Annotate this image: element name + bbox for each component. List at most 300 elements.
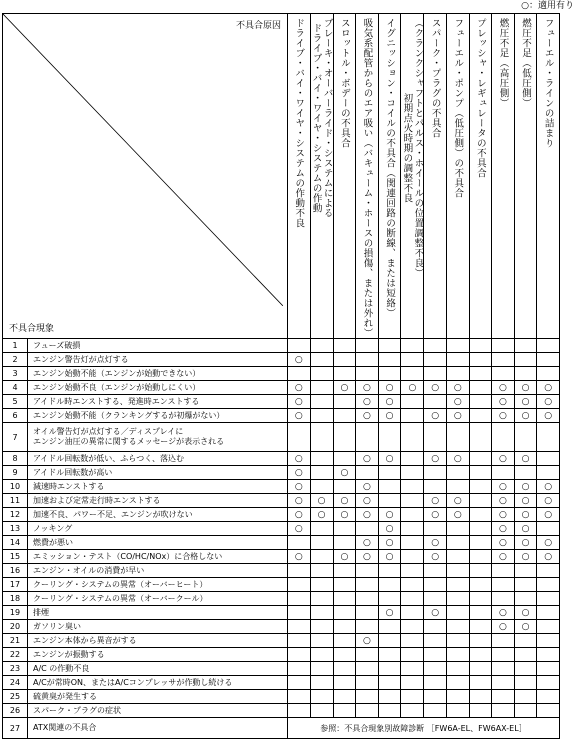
- table-row: [3, 381, 560, 395]
- mark-cell: [401, 592, 424, 606]
- mark-cell: [446, 550, 469, 564]
- mark-cell: [469, 480, 492, 494]
- applicable-mark: ○: [356, 480, 379, 494]
- applicable-mark: ○: [492, 550, 515, 564]
- mark-cell: [446, 592, 469, 606]
- applicable-mark: ○: [424, 452, 447, 466]
- applicable-mark: ○: [446, 452, 469, 466]
- legend: ○：適用有り: [521, 1, 574, 11]
- row-number: 11: [3, 494, 28, 508]
- applicable-mark: ○: [537, 381, 560, 395]
- mark-cell: [424, 522, 447, 536]
- mark-cell: [537, 634, 560, 648]
- table-row-atx: [3, 718, 560, 739]
- symptom-cell: 硫黄臭が発生する: [28, 690, 288, 704]
- applicable-mark: ○: [514, 480, 537, 494]
- applicable-mark: ○: [288, 409, 311, 423]
- applicable-mark: ○: [446, 409, 469, 423]
- mark-cell: [310, 423, 333, 452]
- mark-cell: [378, 634, 401, 648]
- applicable-mark: ○: [288, 466, 311, 480]
- symptom-cell: 燃費が悪い: [28, 536, 288, 550]
- mark-cell: [288, 564, 311, 578]
- mark-cell: [469, 676, 492, 690]
- applicable-mark: ○: [424, 508, 447, 522]
- mark-cell: [446, 662, 469, 676]
- applicable-mark: ○: [446, 508, 469, 522]
- row-number: 18: [3, 592, 28, 606]
- applicable-mark: ○: [446, 381, 469, 395]
- mark-cell: [514, 592, 537, 606]
- mark-cell: [514, 690, 537, 704]
- applicable-mark: ○: [514, 452, 537, 466]
- reference-note: 参照：不具合現象別故障診断 ［FW6A-EL、FW6AX-EL］: [288, 718, 560, 739]
- symptom-cell: エンジン本体から異音がする: [28, 634, 288, 648]
- mark-cell: [356, 423, 379, 452]
- mark-cell: [537, 367, 560, 381]
- mark-cell: [401, 564, 424, 578]
- mark-cell: [333, 564, 356, 578]
- mark-cell: [401, 339, 424, 353]
- applicable-mark: ○: [310, 508, 333, 522]
- mark-cell: [378, 676, 401, 690]
- cause-header-10: [492, 14, 515, 339]
- mark-cell: [537, 676, 560, 690]
- mark-cell: [514, 634, 537, 648]
- mark-cell: [537, 606, 560, 620]
- mark-cell: [537, 592, 560, 606]
- mark-cell: [537, 353, 560, 367]
- table-row: [3, 353, 560, 367]
- cause-label: ドライブ・バイ・ワイヤ・システムの作動不良: [293, 18, 305, 228]
- applicable-mark: ○: [356, 536, 379, 550]
- mark-cell: [288, 676, 311, 690]
- mark-cell: [310, 606, 333, 620]
- row-number: 23: [3, 662, 28, 676]
- mark-cell: [310, 409, 333, 423]
- applicable-mark: ○: [378, 395, 401, 409]
- applicable-mark: ○: [424, 550, 447, 564]
- mark-cell: [514, 564, 537, 578]
- mark-cell: [492, 578, 515, 592]
- row-number: 12: [3, 508, 28, 522]
- applicable-mark: ○: [288, 381, 311, 395]
- mark-cell: [356, 592, 379, 606]
- applicable-mark: ○: [378, 606, 401, 620]
- row-number: 26: [3, 704, 28, 718]
- applicable-mark: ○: [288, 508, 311, 522]
- applicable-mark: ○: [492, 620, 515, 634]
- applicable-mark: ○: [378, 381, 401, 395]
- mark-cell: [401, 452, 424, 466]
- row-number: 17: [3, 578, 28, 592]
- applicable-mark: ○: [288, 550, 311, 564]
- mark-cell: [537, 564, 560, 578]
- mark-cell: [333, 480, 356, 494]
- applicable-mark: ○: [514, 620, 537, 634]
- symptom-cell: アイドル回転数が高い: [28, 466, 288, 480]
- mark-cell: [401, 690, 424, 704]
- mark-cell: [537, 578, 560, 592]
- applicable-mark: ○: [333, 466, 356, 480]
- mark-cell: [333, 606, 356, 620]
- cause-label: イグニッション・コイルの不具合（関連回路の断線、または短絡）: [384, 18, 396, 318]
- mark-cell: [310, 550, 333, 564]
- table-row: [3, 676, 560, 690]
- cause-label: スパーク・プラグの不具合: [429, 18, 441, 138]
- mark-cell: [333, 395, 356, 409]
- mark-cell: [469, 508, 492, 522]
- mark-cell: [514, 339, 537, 353]
- mark-cell: [356, 690, 379, 704]
- table-row: [3, 550, 560, 564]
- cause-header-2: [310, 14, 333, 339]
- applicable-mark: ○: [288, 395, 311, 409]
- applicable-mark: ○: [514, 536, 537, 550]
- symptom-cell: A/C の作動不良: [28, 662, 288, 676]
- symptom-cell: アイドル時エンストする、発進時エンストする: [28, 395, 288, 409]
- applicable-mark: ○: [492, 522, 515, 536]
- mark-cell: [333, 648, 356, 662]
- mark-cell: [401, 508, 424, 522]
- mark-cell: [469, 648, 492, 662]
- mark-cell: [492, 676, 515, 690]
- mark-cell: [424, 367, 447, 381]
- applicable-mark: ○: [492, 508, 515, 522]
- mark-cell: [401, 550, 424, 564]
- mark-cell: [514, 466, 537, 480]
- cause-label: （クランクシャフトとパルス・ホイールの位置調整不良） 初期点火時期の調整不良: [401, 18, 424, 278]
- row-number: 5: [3, 395, 28, 409]
- mark-cell: [378, 648, 401, 662]
- cause-header-5: [378, 14, 401, 339]
- mark-cell: [401, 536, 424, 550]
- applicable-mark: ○: [514, 508, 537, 522]
- symptom-cell: エンジン始動不能（クランキングするが初爆がない）: [28, 409, 288, 423]
- mark-cell: [514, 353, 537, 367]
- symptom-cell: 減速時エンストする: [28, 480, 288, 494]
- mark-cell: [310, 353, 333, 367]
- table-row: [3, 648, 560, 662]
- cause-header-9: [469, 14, 492, 339]
- mark-cell: [333, 676, 356, 690]
- applicable-mark: ○: [288, 353, 311, 367]
- mark-cell: [333, 662, 356, 676]
- mark-cell: [537, 452, 560, 466]
- applicable-mark: ○: [378, 550, 401, 564]
- mark-cell: [310, 620, 333, 634]
- mark-cell: [356, 648, 379, 662]
- applicable-mark: ○: [514, 395, 537, 409]
- row-number: 9: [3, 466, 28, 480]
- applicable-mark: ○: [424, 536, 447, 550]
- mark-cell: [333, 423, 356, 452]
- mark-cell: [288, 620, 311, 634]
- mark-cell: [310, 381, 333, 395]
- mark-cell: [401, 409, 424, 423]
- symptom-cell: フューズ破損: [28, 339, 288, 353]
- table-row: [3, 466, 560, 480]
- mark-cell: [537, 466, 560, 480]
- applicable-mark: ○: [288, 480, 311, 494]
- applicable-mark: ○: [492, 381, 515, 395]
- mark-cell: [288, 423, 311, 452]
- row-number: 22: [3, 648, 28, 662]
- mark-cell: [424, 676, 447, 690]
- symptom-cell: ノッキング: [28, 522, 288, 536]
- symptom-cell: ガソリン臭い: [28, 620, 288, 634]
- mark-cell: [333, 690, 356, 704]
- mark-cell: [310, 676, 333, 690]
- applicable-mark: ○: [356, 494, 379, 508]
- mark-cell: [401, 648, 424, 662]
- mark-cell: [469, 536, 492, 550]
- table-row: [3, 508, 560, 522]
- row-number: 25: [3, 690, 28, 704]
- table-row: [3, 578, 560, 592]
- mark-cell: [446, 339, 469, 353]
- cause-label: 燃圧不足（高圧側）: [497, 18, 509, 108]
- mark-cell: [446, 423, 469, 452]
- cause-header-12: [537, 14, 560, 339]
- mark-cell: [424, 662, 447, 676]
- mark-cell: [378, 494, 401, 508]
- mark-cell: [310, 536, 333, 550]
- mark-cell: [469, 367, 492, 381]
- applicable-mark: ○: [356, 634, 379, 648]
- mark-cell: [310, 634, 333, 648]
- cause-label: 燃圧不足（低圧側）: [520, 18, 532, 108]
- applicable-mark: ○: [424, 606, 447, 620]
- applicable-mark: ○: [333, 508, 356, 522]
- mark-cell: [469, 381, 492, 395]
- mark-cell: [288, 536, 311, 550]
- cause-header-8: [446, 14, 469, 339]
- mark-cell: [446, 480, 469, 494]
- mark-cell: [537, 690, 560, 704]
- mark-cell: [310, 690, 333, 704]
- mark-cell: [401, 522, 424, 536]
- mark-cell: [446, 536, 469, 550]
- cause-title: 不具合原因: [235, 21, 281, 31]
- mark-cell: [356, 606, 379, 620]
- mark-cell: [424, 395, 447, 409]
- symptom-cell: オイル警告灯が点灯する／ディスプレイに エンジン油圧の異常に関するメッセージが表示される: [28, 423, 288, 452]
- mark-cell: [333, 367, 356, 381]
- mark-cell: [537, 620, 560, 634]
- mark-cell: [469, 466, 492, 480]
- mark-cell: [446, 367, 469, 381]
- mark-cell: [514, 423, 537, 452]
- mark-cell: [310, 648, 333, 662]
- mark-cell: [446, 620, 469, 634]
- row-number: 20: [3, 620, 28, 634]
- mark-cell: [288, 648, 311, 662]
- mark-cell: [514, 367, 537, 381]
- mark-cell: [310, 564, 333, 578]
- applicable-mark: ○: [333, 550, 356, 564]
- table-row: [3, 634, 560, 648]
- symptom-cell: エミッション・テスト（CO/HC/NOx）に合格しない: [28, 550, 288, 564]
- cause-label: ブレーキ・オーバーライド・システムによる ドライブ・バイ・ワイヤ・システムの作動: [310, 18, 333, 218]
- mark-cell: [401, 480, 424, 494]
- row-number: 27: [3, 718, 28, 739]
- mark-cell: [424, 423, 447, 452]
- mark-cell: [424, 634, 447, 648]
- mark-cell: [288, 690, 311, 704]
- applicable-mark: ○: [537, 409, 560, 423]
- mark-cell: [492, 704, 515, 718]
- applicable-mark: ○: [378, 452, 401, 466]
- mark-cell: [288, 592, 311, 606]
- diagnosis-table: [2, 13, 560, 739]
- applicable-mark: ○: [537, 536, 560, 550]
- mark-cell: [537, 704, 560, 718]
- cause-label: フューエル・ラインの詰まり: [542, 18, 554, 148]
- table-row: [3, 522, 560, 536]
- applicable-mark: ○: [378, 536, 401, 550]
- applicable-mark: ○: [537, 395, 560, 409]
- applicable-mark: ○: [356, 395, 379, 409]
- mark-cell: [401, 423, 424, 452]
- mark-cell: [310, 578, 333, 592]
- mark-cell: [469, 423, 492, 452]
- mark-cell: [401, 367, 424, 381]
- mark-cell: [446, 648, 469, 662]
- mark-cell: [446, 578, 469, 592]
- mark-cell: [469, 550, 492, 564]
- table-row: [3, 592, 560, 606]
- applicable-mark: ○: [514, 606, 537, 620]
- mark-cell: [401, 662, 424, 676]
- mark-cell: [424, 339, 447, 353]
- mark-cell: [514, 676, 537, 690]
- cause-label: プレッシャ・レギュレータの不具合: [474, 18, 486, 178]
- mark-cell: [492, 690, 515, 704]
- mark-cell: [446, 634, 469, 648]
- mark-cell: [424, 564, 447, 578]
- symptom-cell: アイドル回転数が低い、ふらつく、落込む: [28, 452, 288, 466]
- applicable-mark: ○: [424, 494, 447, 508]
- applicable-mark: ○: [424, 409, 447, 423]
- mark-cell: [378, 353, 401, 367]
- mark-cell: [401, 395, 424, 409]
- mark-cell: [514, 578, 537, 592]
- applicable-mark: ○: [356, 452, 379, 466]
- table-row: [3, 452, 560, 466]
- row-number: 13: [3, 522, 28, 536]
- row-number: 24: [3, 676, 28, 690]
- symptom-title: 不具合現象: [9, 324, 55, 334]
- symptom-cell: エンジンが振動する: [28, 648, 288, 662]
- mark-cell: [288, 606, 311, 620]
- mark-cell: [356, 564, 379, 578]
- applicable-mark: ○: [537, 494, 560, 508]
- mark-cell: [310, 704, 333, 718]
- mark-cell: [333, 704, 356, 718]
- applicable-mark: ○: [333, 494, 356, 508]
- mark-cell: [378, 620, 401, 634]
- mark-cell: [537, 648, 560, 662]
- mark-cell: [401, 704, 424, 718]
- header-row: [3, 14, 560, 339]
- mark-cell: [356, 367, 379, 381]
- applicable-mark: ○: [288, 522, 311, 536]
- row-number: 1: [3, 339, 28, 353]
- mark-cell: [537, 522, 560, 536]
- mark-cell: [378, 480, 401, 494]
- mark-cell: [469, 578, 492, 592]
- row-number: 10: [3, 480, 28, 494]
- mark-cell: [446, 676, 469, 690]
- mark-cell: [310, 522, 333, 536]
- mark-cell: [378, 466, 401, 480]
- header-diagonal: [3, 14, 283, 306]
- mark-cell: [401, 606, 424, 620]
- applicable-mark: ○: [446, 494, 469, 508]
- mark-cell: [333, 339, 356, 353]
- applicable-mark: ○: [492, 395, 515, 409]
- mark-cell: [356, 466, 379, 480]
- mark-cell: [333, 578, 356, 592]
- mark-cell: [378, 690, 401, 704]
- mark-cell: [469, 339, 492, 353]
- symptom-cell: エンジン・オイルの消費が早い: [28, 564, 288, 578]
- applicable-mark: ○: [333, 381, 356, 395]
- mark-cell: [446, 353, 469, 367]
- mark-cell: [288, 704, 311, 718]
- applicable-mark: ○: [492, 536, 515, 550]
- applicable-mark: ○: [356, 381, 379, 395]
- mark-cell: [537, 339, 560, 353]
- mark-cell: [424, 480, 447, 494]
- table-row: [3, 367, 560, 381]
- mark-cell: [356, 620, 379, 634]
- mark-cell: [446, 522, 469, 536]
- applicable-mark: ○: [378, 508, 401, 522]
- mark-cell: [356, 704, 379, 718]
- row-number: 8: [3, 452, 28, 466]
- table-row: [3, 339, 560, 353]
- mark-cell: [469, 704, 492, 718]
- mark-cell: [469, 452, 492, 466]
- mark-cell: [401, 466, 424, 480]
- applicable-mark: ○: [537, 508, 560, 522]
- applicable-mark: ○: [378, 409, 401, 423]
- applicable-mark: ○: [514, 550, 537, 564]
- mark-cell: [378, 367, 401, 381]
- mark-cell: [378, 578, 401, 592]
- applicable-mark: ○: [356, 550, 379, 564]
- applicable-mark: ○: [514, 409, 537, 423]
- mark-cell: [424, 466, 447, 480]
- symptom-cell: エンジン始動不良（エンジンが始動しにくい）: [28, 381, 288, 395]
- row-number: 7: [3, 423, 28, 452]
- cause-header-6: [401, 14, 424, 339]
- applicable-mark: ○: [492, 480, 515, 494]
- mark-cell: [469, 606, 492, 620]
- mark-cell: [401, 620, 424, 634]
- mark-cell: [378, 339, 401, 353]
- applicable-mark: ○: [537, 550, 560, 564]
- mark-cell: [492, 466, 515, 480]
- mark-cell: [514, 704, 537, 718]
- applicable-mark: ○: [310, 494, 333, 508]
- applicable-mark: ○: [514, 381, 537, 395]
- cause-label: 吸気系配管からのエア吸い（バキューム・ホースの損傷、または外れ）: [361, 18, 373, 338]
- mark-cell: [424, 353, 447, 367]
- applicable-mark: ○: [401, 381, 424, 395]
